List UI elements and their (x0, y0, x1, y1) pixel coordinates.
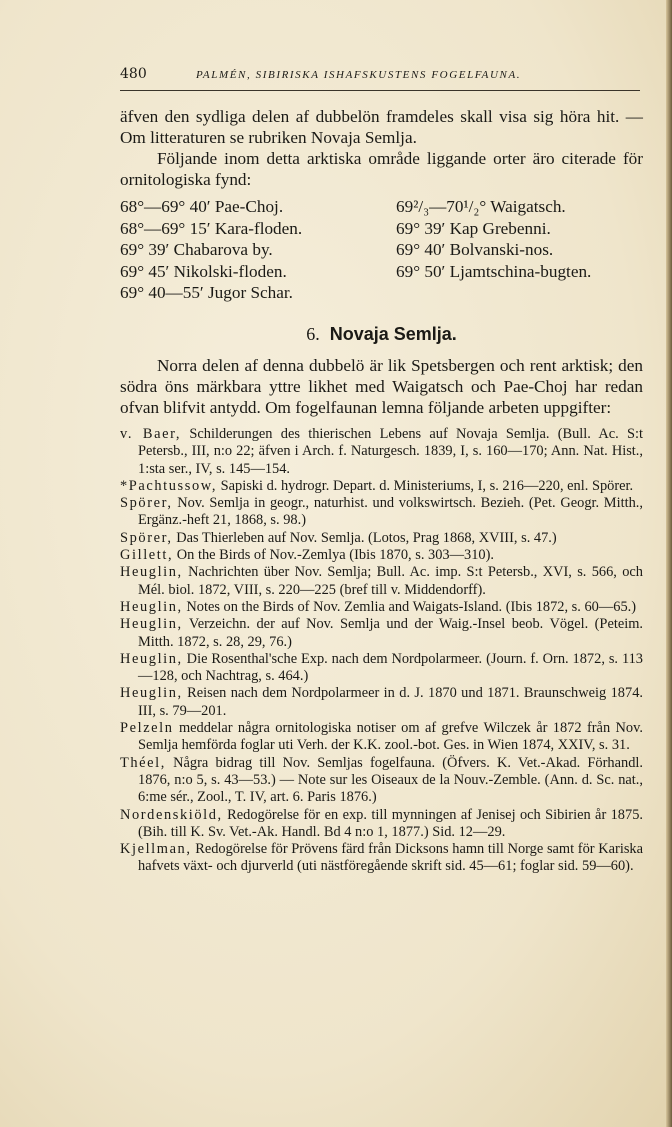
reference-item (120, 755, 643, 807)
reference-item (120, 478, 643, 495)
place-item: 69° 50′ Ljamtschina-bugten. (396, 261, 592, 281)
reference-item (120, 841, 643, 876)
reference-author: Nordenskiöld, (120, 806, 223, 823)
section-number: 6. (306, 324, 320, 344)
place-list (120, 196, 643, 302)
reference-item (120, 547, 643, 564)
page-number: 480 (120, 66, 147, 82)
reference-item (120, 807, 643, 842)
page-edge (666, 0, 672, 1127)
section-title: Novaja Semlja. (329, 324, 457, 344)
reference-author: Spörer, (120, 529, 173, 546)
reference-text: meddelar några ornitologiska notiser om af grefve Wilczek år 1872 från Nov. Semlja hemförda foglar uti Verh. der K.K. zool.-bot. Ges. in Wien 1874, XXIV, s. 31. (138, 720, 643, 754)
reference-item (120, 599, 643, 616)
reference-author: v. Baer, (120, 426, 182, 442)
page-body (120, 106, 643, 876)
reference-text: Redogörelse för Prövens färd från Dicksons hamn till Norge samt för Kariska hafvets växt- och djurverld (uti nästföregående skrift sid. 45—61; foglar sid. 59—60). (138, 841, 643, 875)
reference-author: Heuglin, (120, 598, 183, 615)
reference-author: Kjellman, (120, 841, 192, 858)
reference-author: Heuglin, (120, 564, 183, 581)
reference-text: Reisen nach dem Nordpolarmeer in d. J. 1870 und 1871. Braunschweig 1874. III, s. 79—201. (138, 685, 643, 719)
reference-text: Verzeichn. der auf Nov. Semlja und der Waig.-Insel beob. Vögel. (Peteim. Mitth. 1872, s. 28, 29, 76.) (138, 616, 643, 650)
place-item: 69° 40—55′ Jugor Schar. (120, 283, 293, 302)
reference-text: Nov. Semlja in geogr., naturhist. und volkswirtsch. Bezieh. (Pet. Geogr. Mitth., Ergänz.-heft 21, 1868, s. 98.) (138, 495, 643, 529)
intro-paragraph-2: Följande inom detta arktiska område liggande orter äro citerade för ornitologiska fynd: (120, 149, 643, 189)
reference-author: Théel, (120, 754, 166, 771)
reference-text: Die Rosenthal'sche Exp. nach dem Nordpolarmeer. (Journ. f. Orn. 1872, s. 113—128, och Nachtrag, s. 464.) (138, 650, 643, 685)
place-item: 69° 39′ Kap Grebenni. (396, 218, 551, 238)
reference-text: Notes on the Birds of Nov. Zemlia and Waigats-Island. (Ibis 1872, s. 60—65.) (182, 598, 637, 615)
reference-text: Nachrichten über Nov. Semlja; Bull. Ac. imp. S:t Petersb., XVI, s. 566, och Mél. biol. 1872, VIII, s. 220—225 (bref till v. Middendorff). (138, 564, 643, 598)
reference-item (120, 426, 643, 478)
reference-item (120, 616, 643, 651)
reference-author: Spörer, (120, 495, 173, 512)
reference-text: On the Birds of Nov.-Zemlya (Ibis 1870, s. 303—310). (173, 547, 494, 564)
place-item: 69° 39′ Chabarova by. (120, 240, 273, 259)
reference-list (120, 426, 643, 876)
page-header (120, 66, 640, 91)
reference-item (120, 720, 643, 755)
section-paragraph: Norra delen af denna dubbelö är lik Spetsbergen och rent arktisk; den södra öns märkbara yttre likhet med Waigatsch och Pae-Choj har redan ofvan blifvit antydd. Om fogelfaunan lemna följande arbeten uppgifter: (120, 356, 643, 417)
reference-author: Pelzeln (120, 720, 174, 737)
reference-text: Några bidrag till Nov. Semljas fogelfauna. (Öfvers. K. Vet.-Akad. Förhandl. 1876, n:o 5, s. 43—53.) — Note sur les Oiseaux de la Nouv.-Zemble. (Ann. d. Sc. nat., 6:me sér., Zool., T. IV, art. 6. Paris 1876.) (138, 754, 643, 806)
intro-paragraph-1: äfven den sydliga delen af dubbelön framdeles skall visa sig höra hit. — Om litteraturen se rubriken Novaja Semlja. (120, 107, 643, 147)
reference-item (120, 530, 643, 547)
reference-author: Heuglin, (120, 616, 183, 633)
reference-item (120, 564, 643, 599)
reference-author: *Pachtussow, (120, 477, 218, 494)
place-item: 69²/₃—70¹/₂° Waigatsch. (396, 197, 566, 216)
place-list-left (120, 196, 302, 304)
reference-text: Schilderungen des thierischen Lebens auf Novaja Semlja. (Bull. Ac. S:t Petersb., III, n:o 22; äfven i Arch. f. Naturgesch. 1839, I, s. 160—170; Ann. Nat. Hist., 1:sta ser., IV, s. 145—154. (138, 426, 643, 477)
reference-author: Heuglin, (120, 685, 183, 702)
reference-text: Das Thierleben auf Nov. Semlja. (Lotos, Prag 1868, XVIII, s. 47.) (172, 529, 557, 546)
place-item: 69° 45′ Nikolski-floden. (120, 261, 287, 281)
running-title: PALMÉN, SIBIRISKA ISHAFSKUSTENS FOGELFAUNA. (196, 69, 522, 81)
reference-author: Heuglin, (120, 650, 183, 667)
reference-text: Sapiski d. hydrogr. Depart. d. Ministeriums, I, s. 216—220, enl. Spörer. (217, 477, 634, 494)
place-item: 68°—69° 15′ Kara-floden. (120, 218, 303, 238)
section-heading (120, 323, 643, 345)
reference-item (120, 651, 643, 686)
reference-text: Redogörelse för en exp. till mynningen af Jenisej och Sibirien år 1875. (Bih. till K. Sv. Vet.-Ak. Handl. Bd 4 n:o 1, 1877.) Sid. 12—29. (138, 806, 643, 840)
reference-item (120, 495, 643, 530)
place-list-right (396, 196, 591, 282)
place-item: 69° 40′ Bolvanski-nos. (396, 240, 554, 259)
reference-item (120, 685, 643, 720)
place-item: 68°—69° 40′ Pae-Choj. (120, 197, 284, 216)
reference-author: Gillett, (120, 547, 174, 564)
